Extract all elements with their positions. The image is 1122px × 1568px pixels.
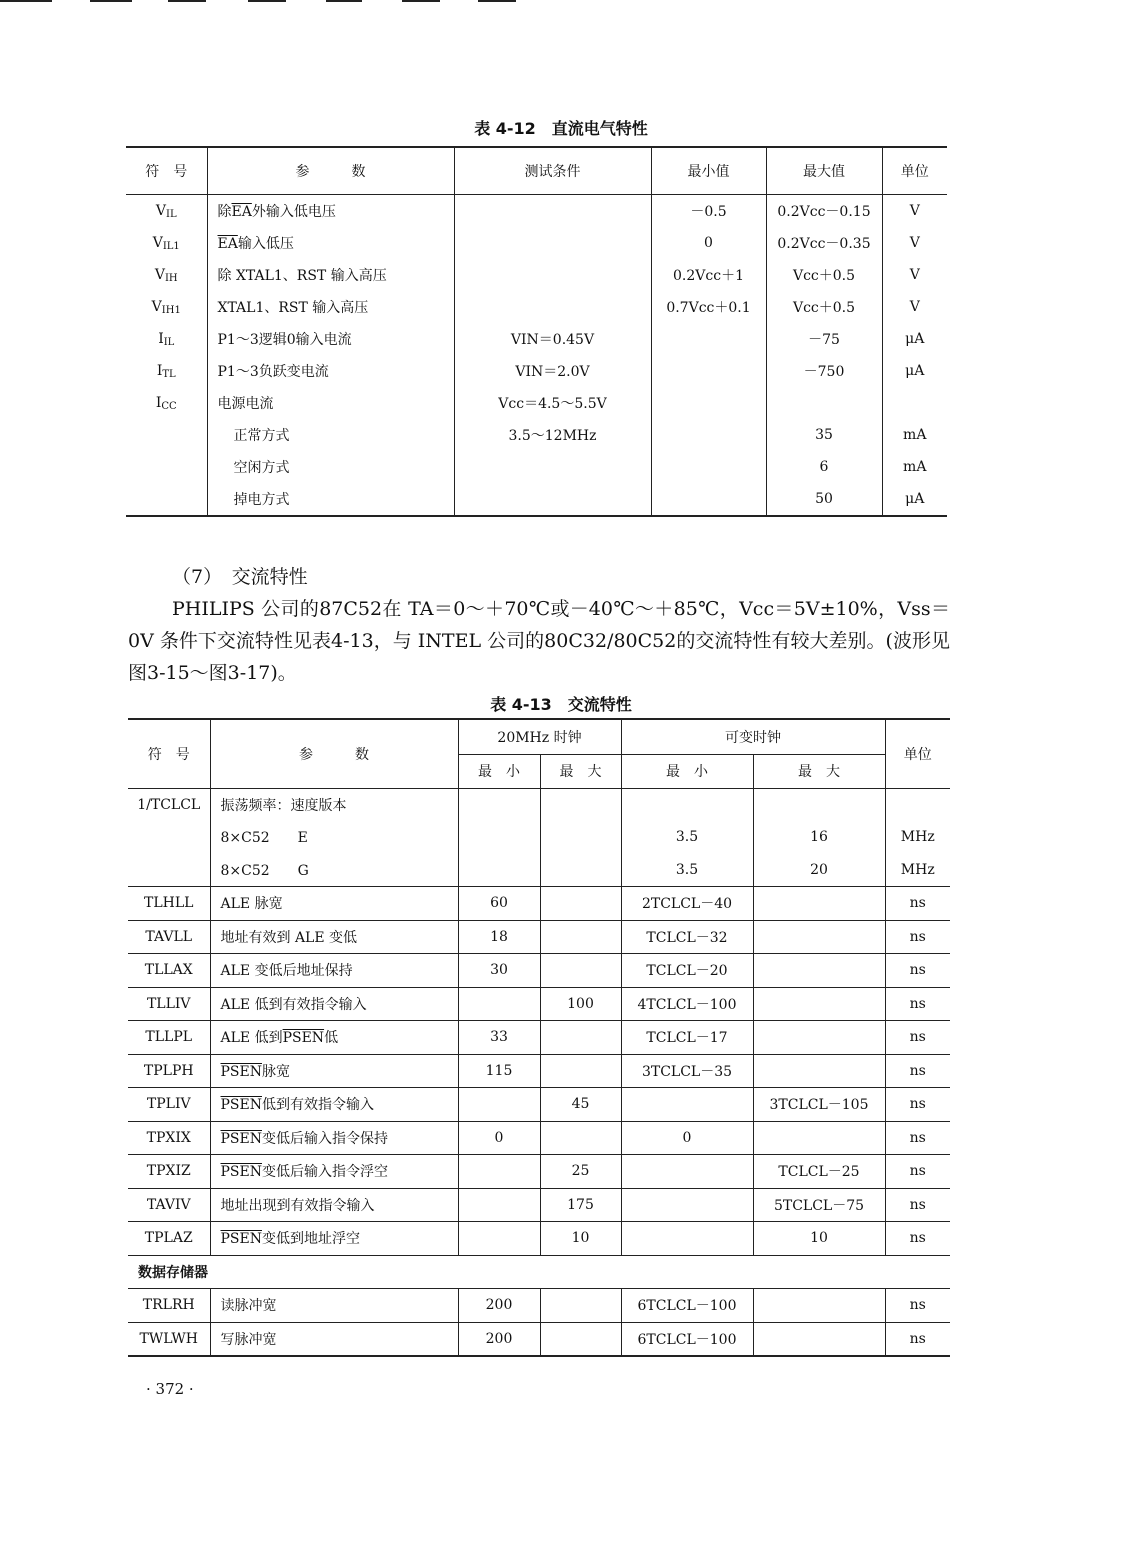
table-row <box>128 1289 950 1323</box>
header-cell: 可变时钟 <box>621 719 885 755</box>
var-max-cell <box>753 1289 885 1323</box>
parameter-cell: 写脉冲宽 <box>210 1322 458 1356</box>
table-row <box>126 323 947 355</box>
fixed-max-cell <box>540 1054 621 1088</box>
symbol-subscript: IH1 <box>161 304 181 316</box>
fixed-min-cell <box>458 1222 540 1256</box>
param-text: 输入低压 <box>237 236 294 252</box>
symbol-main: V <box>155 202 167 219</box>
parameter-cell <box>210 987 458 1021</box>
symbol-cell <box>126 227 207 259</box>
overline-signal: PSEN <box>220 1231 262 1248</box>
header-cell: 最小值 <box>651 147 766 195</box>
var-max-cell <box>753 1054 885 1088</box>
var-max-cell <box>753 987 885 1021</box>
unit-cell: μA <box>882 355 947 387</box>
symbol-cell: TPXIZ <box>146 1163 191 1180</box>
param-text: 地址出现到有效指令输入 <box>220 1197 375 1214</box>
table-row <box>128 854 950 887</box>
fixed-min-cell <box>458 1155 540 1189</box>
table-row <box>128 920 950 954</box>
var-min-cell: 6TCLCL－100 <box>621 1322 753 1356</box>
unit-cell: V <box>882 259 947 291</box>
unit-cell: ns <box>885 1054 950 1088</box>
var-min-cell: 4TCLCL－100 <box>621 987 753 1021</box>
table-412-caption: 表 4-12 直流电气特性 <box>474 119 648 138</box>
top-rule <box>402 0 440 2</box>
parameter-cell <box>207 227 454 259</box>
parameter-cell: 8×C52 G <box>210 854 458 887</box>
min-cell: 0.2Vcc＋1 <box>651 259 766 291</box>
table-row <box>128 1222 950 1256</box>
table-row <box>128 1121 950 1155</box>
table-row <box>126 419 947 451</box>
parameter-cell: 正常方式 <box>207 419 454 451</box>
fixed-max-cell <box>540 1322 621 1356</box>
var-min-cell: TCLCL－17 <box>621 1021 753 1055</box>
param-text: 低到有效指令输入 <box>261 1097 374 1114</box>
header-cell: 20MHz 时钟 <box>458 719 621 755</box>
var-min-cell: TCLCL－20 <box>621 954 753 988</box>
unit-cell: ns <box>885 1222 950 1256</box>
param-text: ALE 脉宽 <box>220 896 283 913</box>
parameter-cell <box>210 1121 458 1155</box>
unit-cell: V <box>882 195 947 228</box>
fixed-max-cell <box>540 887 621 921</box>
parameter-cell <box>207 195 454 228</box>
top-rule <box>248 0 286 2</box>
unit-cell: ns <box>885 887 950 921</box>
max-cell: 35 <box>766 419 882 451</box>
var-max-cell <box>753 1322 885 1356</box>
unit-cell: ns <box>885 1088 950 1122</box>
var-max-cell <box>753 954 885 988</box>
header-cell: 符 号 <box>128 719 210 788</box>
condition-cell <box>454 451 651 483</box>
condition-cell: Vcc＝4.5～5.5V <box>454 387 651 419</box>
max-cell: Vcc＋0.5 <box>766 259 882 291</box>
unit-cell: ns <box>885 1322 950 1356</box>
parameter-cell: 读脉冲宽 <box>210 1289 458 1323</box>
unit-cell: ns <box>885 920 950 954</box>
top-rule <box>326 0 362 2</box>
param-text: ALE 变低后地址保持 <box>220 963 353 980</box>
table-row <box>128 1155 950 1189</box>
fixed-min-cell <box>458 1188 540 1222</box>
symbol-main: V <box>154 266 165 283</box>
unit-cell: mA <box>882 419 947 451</box>
parameter-cell <box>210 1054 458 1088</box>
fixed-max-cell <box>540 920 621 954</box>
var-max-cell <box>753 887 885 921</box>
overline-signal: PSEN <box>220 1063 262 1080</box>
param-text: 地址有效到 ALE 变低 <box>220 929 358 946</box>
symbol-subscript: CC <box>161 401 177 412</box>
min-cell <box>651 323 766 355</box>
var-max-cell <box>753 1121 885 1155</box>
symbol-cell: TLLPL <box>145 1029 193 1046</box>
top-rule <box>0 0 52 2</box>
symbol-cell: TPLAZ <box>144 1230 193 1247</box>
unit-cell <box>885 788 950 821</box>
fixed-min-cell: 200 <box>458 1322 540 1356</box>
table-row <box>126 483 947 516</box>
condition-cell <box>454 195 651 228</box>
condition-cell <box>454 227 651 259</box>
param-text: 脉宽 <box>261 1063 290 1080</box>
unit-cell: μA <box>882 323 947 355</box>
table-413-caption: 表 4-13 交流特性 <box>490 695 632 714</box>
table-body <box>128 788 950 1356</box>
parameter-cell: 电源电流 <box>207 387 454 419</box>
fixed-min-cell <box>458 788 540 821</box>
table-row <box>126 291 947 323</box>
symbol-cell: TAVLL <box>145 928 193 945</box>
min-cell: 0.7Vcc＋0.1 <box>651 291 766 323</box>
min-cell <box>651 483 766 516</box>
min-cell <box>651 451 766 483</box>
symbol-cell <box>126 291 207 323</box>
header-cell: 符 号 <box>145 164 188 180</box>
symbol-cell: TPLPH <box>143 1062 194 1079</box>
param-text: ALE 低到 <box>220 1030 283 1047</box>
fixed-min-cell: 200 <box>458 1289 540 1323</box>
var-min-cell <box>621 788 753 821</box>
var-max-cell: 5TCLCL－75 <box>753 1188 885 1222</box>
symbol-cell <box>126 387 207 516</box>
min-cell: －0.5 <box>651 195 766 228</box>
table-row <box>128 1322 950 1356</box>
header-cell: 单位 <box>885 719 950 788</box>
header-cell: 测试条件 <box>454 147 651 195</box>
fixed-max-cell: 175 <box>540 1188 621 1222</box>
header-cell: 最大值 <box>766 147 882 195</box>
page-number: · 372 · <box>146 1380 194 1398</box>
param-text: XTAL1、RST 输入高压 <box>217 300 369 316</box>
table-header-row <box>128 719 950 755</box>
top-rule <box>90 0 132 2</box>
min-cell <box>651 387 766 419</box>
symbol-cell: TWLWH <box>139 1330 198 1347</box>
ac-characteristics-table <box>128 718 950 1357</box>
unit-cell: ns <box>885 1155 950 1189</box>
var-min-cell <box>621 1088 753 1122</box>
parameter-cell <box>210 1188 458 1222</box>
var-max-cell <box>753 920 885 954</box>
var-min-cell: 3.5 <box>621 821 753 854</box>
max-cell: －75 <box>766 323 882 355</box>
param-text: 除 <box>217 204 232 220</box>
fixed-min-cell <box>458 854 540 887</box>
symbol-cell: 1/TCLCL <box>137 796 201 813</box>
condition-cell: VIN＝0.45V <box>454 323 651 355</box>
unit-cell <box>882 387 947 419</box>
symbol-cell: TPLIV <box>146 1096 191 1113</box>
overline-signal: PSEN <box>220 1097 262 1114</box>
condition-cell: 3.5～12MHz <box>454 419 651 451</box>
symbol-cell: TLLIV <box>146 995 191 1012</box>
param-text: ALE 低到有效指令输入 <box>220 996 367 1013</box>
max-cell: 0.2Vcc－0.35 <box>766 227 882 259</box>
symbol-subscript: IH <box>164 272 178 284</box>
fixed-max-cell: 100 <box>540 987 621 1021</box>
var-min-cell: 2TCLCL－40 <box>621 887 753 921</box>
symbol-main: I <box>158 330 164 347</box>
max-cell: 6 <box>766 451 882 483</box>
memory-section-label: 数据存储器 <box>138 1264 208 1281</box>
parameter-cell: 空闲方式 <box>207 451 454 483</box>
header-cell: 最 小 <box>458 755 540 789</box>
overline-signal: $\overline{EA}$ <box>231 204 252 220</box>
parameter-cell: 掉电方式 <box>207 483 454 516</box>
fixed-max-cell <box>540 821 621 854</box>
fixed-min-cell: 30 <box>458 954 540 988</box>
unit-cell: V <box>882 227 947 259</box>
fixed-max-cell <box>540 1021 621 1055</box>
fixed-min-cell: 0 <box>458 1121 540 1155</box>
table-header-row <box>126 147 947 195</box>
unit-cell: μA <box>882 483 947 516</box>
section-row <box>128 1255 950 1289</box>
unit-cell: mA <box>882 451 947 483</box>
condition-cell <box>454 291 651 323</box>
fixed-max-cell <box>540 1121 621 1155</box>
unit-cell: V <box>882 291 947 323</box>
symbol-cell: TLLAX <box>144 962 193 979</box>
symbol-main: I <box>156 362 163 379</box>
parameter-cell <box>210 1021 458 1055</box>
param-text: 低 <box>324 1030 339 1047</box>
fixed-max-cell <box>540 854 621 887</box>
unit-cell: MHz <box>885 821 950 854</box>
table-row <box>128 887 950 921</box>
var-max-cell <box>753 788 885 821</box>
fixed-max-cell <box>540 788 621 821</box>
fixed-max-cell: 25 <box>540 1155 621 1189</box>
overline-signal: $\overline{EA}$ <box>217 236 238 252</box>
header-cell: 最 大 <box>753 755 885 789</box>
min-cell: 0 <box>651 227 766 259</box>
table-row <box>128 788 950 821</box>
parameter-cell <box>210 1155 458 1189</box>
symbol-main: V <box>152 234 163 251</box>
symbol-subscript: IL <box>163 336 175 348</box>
var-max-cell: 16 <box>753 821 885 854</box>
fixed-max-cell: 10 <box>540 1222 621 1256</box>
param-text: P1～3逻辑0输入电流 <box>217 332 352 348</box>
var-max-cell <box>753 1021 885 1055</box>
table-row <box>128 821 950 854</box>
var-max-cell: 20 <box>753 854 885 887</box>
table-row <box>128 1054 950 1088</box>
table-row <box>128 1088 950 1122</box>
unit-cell: ns <box>885 1121 950 1155</box>
max-cell: －750 <box>766 355 882 387</box>
fixed-min-cell: 115 <box>458 1054 540 1088</box>
var-min-cell <box>621 1188 753 1222</box>
param-text: 变低后输入指令浮空 <box>261 1164 388 1181</box>
var-max-cell: TCLCL－25 <box>753 1155 885 1189</box>
dc-characteristics-table <box>126 146 947 517</box>
unit-cell: ns <box>885 954 950 988</box>
parameter-cell <box>210 887 458 921</box>
fixed-min-cell <box>458 821 540 854</box>
var-min-cell: 0 <box>621 1121 753 1155</box>
param-text: 除 XTAL1、RST 输入高压 <box>217 268 387 284</box>
symbol-cell <box>126 355 207 387</box>
fixed-min-cell: 33 <box>458 1021 540 1055</box>
parameter-cell: 振荡频率：速度版本 <box>210 788 458 821</box>
min-cell <box>651 419 766 451</box>
table-row <box>126 355 947 387</box>
condition-cell: VIN＝2.0V <box>454 355 651 387</box>
param-text: 变低后输入指令保持 <box>261 1130 388 1147</box>
parameter-cell <box>210 1222 458 1256</box>
header-cell: 参 数 <box>207 147 454 195</box>
max-cell: Vcc＋0.5 <box>766 291 882 323</box>
fixed-min-cell: 18 <box>458 920 540 954</box>
table-row <box>128 954 950 988</box>
table-row <box>126 259 947 291</box>
table-row <box>126 451 947 483</box>
var-max-cell: 3TCLCL－105 <box>753 1088 885 1122</box>
table-row <box>126 387 947 419</box>
symbol-subscript: TL <box>162 368 176 380</box>
overline-signal: PSEN <box>220 1130 262 1147</box>
symbol-subscript: IL1 <box>162 240 180 252</box>
fixed-min-cell <box>458 987 540 1021</box>
header-cell: 参 数 <box>210 719 458 788</box>
table-row <box>128 1188 950 1222</box>
max-cell: 0.2Vcc－0.15 <box>766 195 882 228</box>
symbol-main: V <box>151 298 162 315</box>
condition-cell <box>454 259 651 291</box>
parameter-cell: 8×C52 E <box>210 821 458 854</box>
symbol-main: I <box>155 395 162 411</box>
header-cell: 最 小 <box>621 755 753 789</box>
unit-cell: ns <box>885 1188 950 1222</box>
fixed-max-cell <box>540 954 621 988</box>
parameter-cell <box>207 259 454 291</box>
fixed-max-cell <box>540 1289 621 1323</box>
symbol-cell <box>126 259 207 291</box>
top-rule <box>168 0 206 2</box>
symbol-cell: TAVIV <box>146 1196 191 1213</box>
unit-cell: MHz <box>885 854 950 887</box>
table-row <box>126 195 947 228</box>
unit-cell: ns <box>885 1289 950 1323</box>
top-rule <box>478 0 516 2</box>
header-cell: 单位 <box>882 147 947 195</box>
symbol-cell <box>126 323 207 355</box>
symbol-cell <box>126 195 207 228</box>
unit-cell: ns <box>885 987 950 1021</box>
var-min-cell <box>621 1222 753 1256</box>
param-text: 外输入低电压 <box>251 204 336 220</box>
symbol-cell: TLHLL <box>144 895 194 912</box>
overline-signal: PSEN <box>282 1030 325 1047</box>
parameter-cell <box>207 323 454 355</box>
max-cell: 50 <box>766 483 882 516</box>
fixed-max-cell: 45 <box>540 1088 621 1122</box>
min-cell <box>651 355 766 387</box>
parameter-cell <box>210 920 458 954</box>
max-cell <box>766 387 882 419</box>
table-row <box>126 227 947 259</box>
overline-signal: PSEN <box>220 1164 262 1181</box>
unit-cell: ns <box>885 1021 950 1055</box>
var-min-cell: 3TCLCL－35 <box>621 1054 753 1088</box>
body-paragraph: PHILIPS 公司的87C52在 TA＝0～＋70℃或－40℃～＋85℃，Vcc＝5V±10%，Vss＝0V 条件下交流特性见表4-13，与 INTEL 公司的80C32/80C52的交流特性有较大差别。(波形见图3-15～图3-17)。 <box>128 598 950 684</box>
fixed-min-cell <box>458 1088 540 1122</box>
symbol-cell: TPXIX <box>146 1129 191 1146</box>
symbol-subscript: IL <box>166 208 177 220</box>
table-body <box>126 195 947 517</box>
parameter-cell <box>207 355 454 387</box>
param-text: 变低到地址浮空 <box>261 1231 360 1248</box>
parameter-cell <box>210 954 458 988</box>
symbol-cell: TRLRH <box>142 1297 195 1314</box>
parameter-cell <box>210 1088 458 1122</box>
table-row <box>128 1021 950 1055</box>
param-text: P1～3负跃变电流 <box>217 364 329 380</box>
var-min-cell <box>621 1155 753 1189</box>
fixed-min-cell: 60 <box>458 887 540 921</box>
table-row <box>128 987 950 1021</box>
parameter-cell <box>207 291 454 323</box>
section-heading: （7） 交流特性 <box>172 566 308 588</box>
var-min-cell: TCLCL－32 <box>621 920 753 954</box>
var-max-cell: 10 <box>753 1222 885 1256</box>
var-min-cell: 6TCLCL－100 <box>621 1289 753 1323</box>
var-min-cell: 3.5 <box>621 854 753 887</box>
header-cell: 最 大 <box>540 755 621 789</box>
condition-cell <box>454 483 651 516</box>
